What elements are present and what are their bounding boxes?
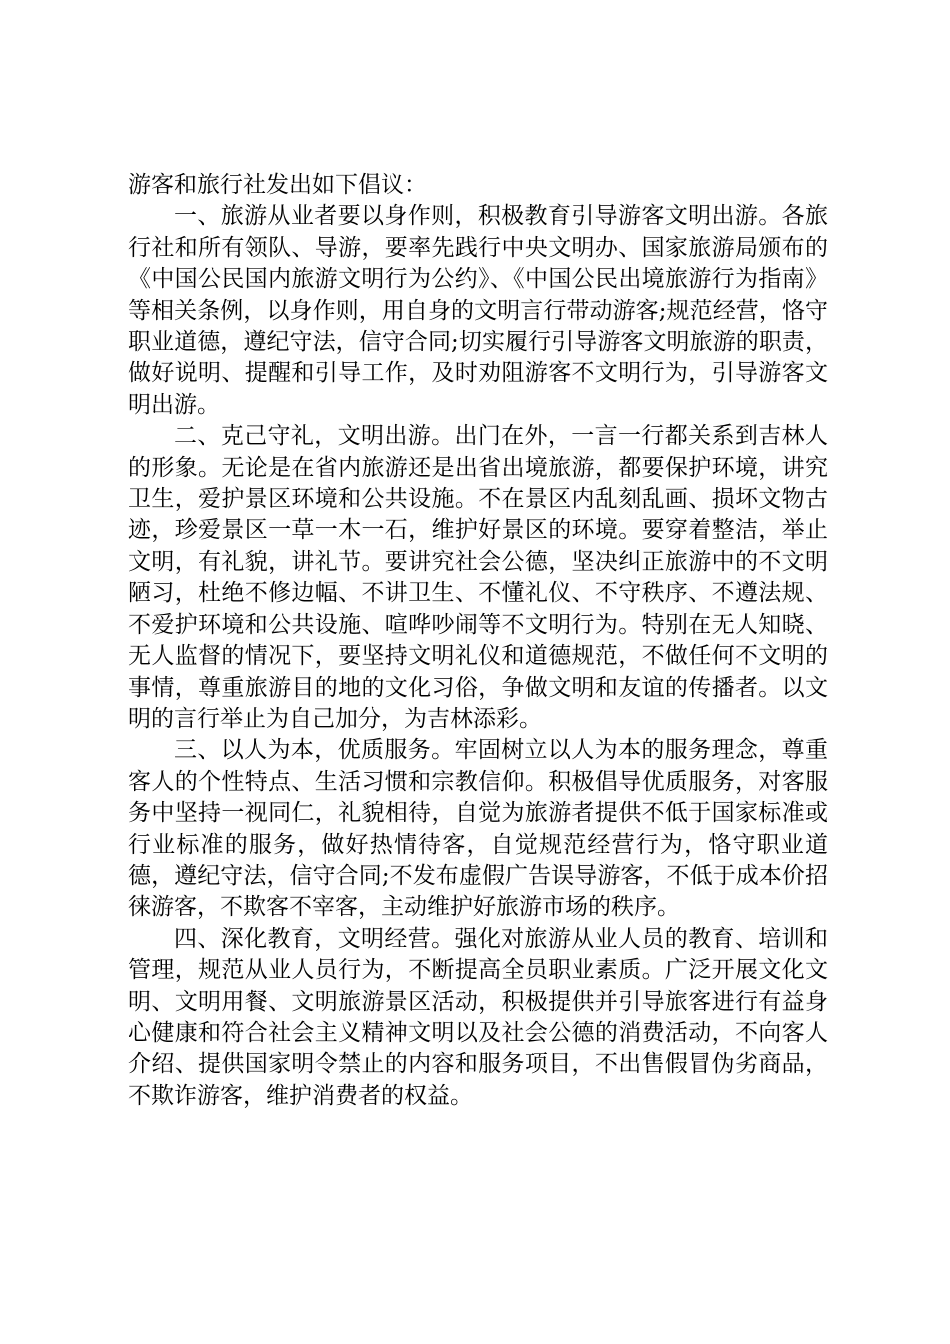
- paragraph-intro: 游客和旅行社发出如下倡议：: [128, 172, 427, 198]
- paragraph-item-2: 二、克己守礼，文明出游。出门在外，一言一行都关系到吉林人的形象。无论是在省内旅游还是出省出境旅游，都要保护环境，讲究卫生，爱护景区环境和公共设施。不在景区内乱刻乱画、损坏文物古迹，珍爱景区一草一木一石，维护好景区的环境。要穿着整洁，举止文明，有礼貌，讲礼节。要讲究社会公德，坚决纠正旅游中的不文明陋习，杜绝不修边幅、不讲卫生、不懂礼仪、不守秩序、不遵法规、不爱护环境和公共设施、喧哗吵闹等不文明行为。特别在无人知晓、无人监督的情况下，要坚持文明礼仪和道德规范，不做任何不文明的事情，尊重旅游目的地的文化习俗，争做文明和友谊的传播者。以文明的言行举止为自己加分，为吉林添彩。: [128, 423, 828, 732]
- document-body: [128, 170, 828, 1112]
- paragraph-item-1: 一、旅游从业者要以身作则，积极教育引导游客文明出游。各旅行社和所有领队、导游，要率先践行中央文明办、国家旅游局颁布的《中国公民国内旅游文明行为公约》、《中国公民出境旅游行为指南》等相关条例，以身作则，用自身的文明言行带动游客;规范经营，恪守职业道德，遵纪守法，信守合同;切实履行引导游客文明旅游的职责，做好说明、提醒和引导工作，及时劝阻游客不文明行为，引导游客文明出游。: [128, 203, 828, 418]
- paragraph-item-3: 三、以人为本，优质服务。牢固树立以人为本的服务理念，尊重客人的个性特点、生活习惯和宗教信仰。积极倡导优质服务，对客服务中坚持一视同仁，礼貌相待，自觉为旅游者提供不低于国家标准或行业标准的服务，做好热情待客，自觉规范经营行为，恪守职业道德，遵纪守法，信守合同;不发布虚假广告误导游客，不低于成本价招徕游客，不欺客不宰客，主动维护好旅游市场的秩序。: [128, 737, 828, 921]
- paragraph-item-4: 四、深化教育，文明经营。强化对旅游从业人员的教育、培训和管理，规范从业人员行为，不断提高全员职业素质。广泛开展文化文明、文明用餐、文明旅游景区活动，积极提供并引导旅客进行有益身心健康和符合社会主义精神文明以及社会公德的消费活动，不向客人介绍、提供国家明令禁止的内容和服务项目，不出售假冒伪劣商品，不欺诈游客，维护消费者的权益。: [128, 925, 828, 1109]
